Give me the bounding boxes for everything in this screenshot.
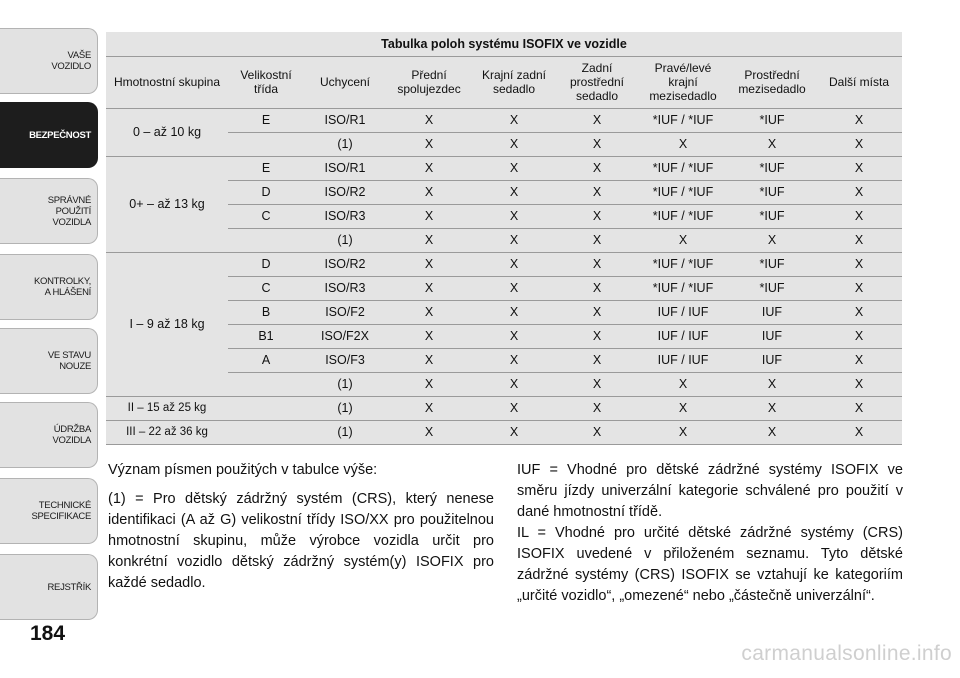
table-cell: X: [386, 156, 472, 180]
table-cell: *IUF / *IUF: [638, 252, 728, 276]
column-header: Pravé/levé krajní mezisedadlo: [638, 56, 728, 108]
table-body: [106, 108, 902, 444]
column-header: Krajní zadní sedadlo: [472, 56, 556, 108]
table-cell: X: [638, 420, 728, 444]
table-cell: X: [386, 108, 472, 132]
table-cell: X: [816, 228, 902, 252]
table-cell: (1): [304, 228, 386, 252]
table-cell: *IUF: [728, 276, 816, 300]
column-header: Další místa: [816, 56, 902, 108]
table-cell: *IUF / *IUF: [638, 108, 728, 132]
table-cell: X: [556, 276, 638, 300]
table-cell: X: [638, 372, 728, 396]
table-cell: B1: [228, 324, 304, 348]
table-cell: X: [816, 420, 902, 444]
table-cell: X: [472, 300, 556, 324]
page-number: 184: [30, 622, 66, 645]
table-cell: X: [472, 276, 556, 300]
table-cell: X: [472, 108, 556, 132]
table-cell: X: [556, 108, 638, 132]
note-paragraph: IUF = Vhodné pro dětské zádržné systémy ISOFIX ve směru jízdy univerzální kategorie schválené pro použití v dané hmotnostní třídě.: [517, 462, 903, 520]
table-cell: ISO/R1: [304, 156, 386, 180]
table-cell: X: [386, 420, 472, 444]
table-cell: X: [816, 348, 902, 372]
table-cell: IUF / IUF: [638, 300, 728, 324]
table-cell: X: [816, 252, 902, 276]
weight-group-cell: III – 22 až 36 kg: [106, 420, 228, 444]
column-header: Velikostní třída: [228, 56, 304, 108]
weight-group-cell: I – 9 až 18 kg: [106, 252, 228, 396]
table-cell: X: [472, 180, 556, 204]
table-cell: C: [228, 276, 304, 300]
chapter-tab-3[interactable]: SPRÁVNÉ POUŽITÍ VOZIDLA: [0, 178, 98, 244]
table-cell: [228, 228, 304, 252]
table-cell: X: [472, 324, 556, 348]
table-cell: X: [386, 300, 472, 324]
table-cell: D: [228, 252, 304, 276]
table-cell: X: [386, 132, 472, 156]
table-cell: X: [556, 252, 638, 276]
table-cell: X: [816, 396, 902, 420]
table-cell: X: [728, 420, 816, 444]
column-header: Přední spolujezdec: [386, 56, 472, 108]
table-cell: X: [472, 396, 556, 420]
table-cell: X: [472, 420, 556, 444]
table-cell: E: [228, 156, 304, 180]
table-cell: X: [816, 276, 902, 300]
chapter-tab-1[interactable]: VAŠE VOZIDLO: [0, 28, 98, 94]
table-cell: X: [728, 228, 816, 252]
table-cell: X: [556, 420, 638, 444]
note-paragraph: Význam písmen použitých v tabulce výše:: [108, 462, 378, 478]
isofix-table: [106, 32, 902, 445]
table-cell: ISO/R3: [304, 276, 386, 300]
table-cell: *IUF: [728, 252, 816, 276]
table-cell: IUF: [728, 300, 816, 324]
table-cell: ISO/R1: [304, 108, 386, 132]
table-header-row: [106, 56, 902, 108]
table-cell: X: [816, 132, 902, 156]
table-cell: ISO/R2: [304, 180, 386, 204]
table-cell: (1): [304, 132, 386, 156]
chapter-tab-2[interactable]: BEZPEČNOST: [0, 102, 98, 168]
table-cell: X: [816, 300, 902, 324]
table-cell: X: [816, 156, 902, 180]
table-cell: X: [556, 180, 638, 204]
chapter-tab-5[interactable]: VE STAVU NOUZE: [0, 328, 98, 394]
table-cell: X: [386, 396, 472, 420]
table-cell: X: [728, 372, 816, 396]
notes-left-column: [108, 460, 494, 602]
table-cell: *IUF: [728, 108, 816, 132]
table-cell: X: [556, 204, 638, 228]
table-cell: X: [386, 348, 472, 372]
weight-group-cell: 0+ – až 13 kg: [106, 156, 228, 252]
table-cell: X: [556, 156, 638, 180]
notes-right-column: [517, 460, 903, 607]
table-cell: X: [472, 372, 556, 396]
table-cell: X: [816, 372, 902, 396]
table-cell: [228, 420, 304, 444]
column-header: Zadní prostřední sedadlo: [556, 56, 638, 108]
column-header: Hmotnostní skupina: [106, 56, 228, 108]
weight-group-cell: II – 15 až 25 kg: [106, 396, 228, 420]
table-cell: X: [556, 300, 638, 324]
note-paragraph: (1) = Pro dětský zádržný systém (CRS), který nenese identifikaci (A až G) velikostní třídy ISO/XX pro použitelnou hmotnostní skupinu, může výrobce vozidla určit pro konkrétní vozidlo dětský zádržný systém(y) ISOFIX pro každé sedadlo.: [108, 491, 494, 591]
table-cell: IUF / IUF: [638, 348, 728, 372]
table-cell: *IUF / *IUF: [638, 180, 728, 204]
table-cell: X: [816, 324, 902, 348]
table-cell: *IUF / *IUF: [638, 276, 728, 300]
column-header: Prostřední mezisedadlo: [728, 56, 816, 108]
chapter-tab-7[interactable]: TECHNICKÉ SPECIFIKACE: [0, 478, 98, 544]
table-cell: X: [728, 396, 816, 420]
table-cell: ISO/R3: [304, 204, 386, 228]
table-cell: [228, 372, 304, 396]
table-title: Tabulka poloh systému ISOFIX ve vozidle: [106, 32, 902, 56]
table-cell: X: [556, 348, 638, 372]
table-row: [106, 420, 902, 444]
table-cell: X: [386, 324, 472, 348]
table-cell: X: [472, 204, 556, 228]
table-cell: *IUF: [728, 204, 816, 228]
table-cell: ISO/F2: [304, 300, 386, 324]
table-cell: X: [386, 204, 472, 228]
table-cell: X: [638, 396, 728, 420]
table-cell: X: [386, 252, 472, 276]
table-cell: X: [556, 228, 638, 252]
table-cell: D: [228, 180, 304, 204]
table-cell: X: [472, 348, 556, 372]
table-cell: ISO/F2X: [304, 324, 386, 348]
table-cell: X: [386, 372, 472, 396]
table-row: [106, 156, 902, 180]
table-cell: X: [472, 228, 556, 252]
table-cell: B: [228, 300, 304, 324]
watermark: carmanualsonline.info: [741, 642, 952, 665]
table-cell: (1): [304, 420, 386, 444]
table-cell: X: [638, 132, 728, 156]
table-cell: X: [556, 396, 638, 420]
table-cell: X: [816, 180, 902, 204]
table-cell: X: [638, 228, 728, 252]
table-cell: X: [556, 132, 638, 156]
chapter-tabs: [0, 28, 100, 618]
table-cell: X: [472, 132, 556, 156]
isofix-table-wrapper: [106, 32, 902, 445]
table-cell: ISO/R2: [304, 252, 386, 276]
table-cell: X: [556, 324, 638, 348]
table-cell: X: [728, 132, 816, 156]
table-cell: X: [816, 108, 902, 132]
note-paragraph: IL = Vhodné pro určité dětské zádržné systémy (CRS) ISOFIX uvedené v přiloženém seznamu. Tyto dětské zádržné systémy (CRS) ISOFIX se vztahují ke kategoriím „určité vozidlo“, „omezené“ nebo „částečně univerzální“.: [517, 525, 903, 604]
chapter-tab-6[interactable]: ÚDRŽBA VOZIDLA: [0, 402, 98, 468]
column-header: Uchycení: [304, 56, 386, 108]
weight-group-cell: 0 – až 10 kg: [106, 108, 228, 156]
table-cell: (1): [304, 372, 386, 396]
table-row: [106, 108, 902, 132]
table-row: [106, 252, 902, 276]
chapter-tab-8[interactable]: REJSTŘÍK: [0, 554, 98, 620]
table-cell: ISO/F3: [304, 348, 386, 372]
table-cell: *IUF / *IUF: [638, 204, 728, 228]
table-cell: IUF: [728, 348, 816, 372]
table-cell: [228, 132, 304, 156]
table-cell: X: [386, 228, 472, 252]
table-cell: X: [472, 252, 556, 276]
table-cell: E: [228, 108, 304, 132]
table-cell: *IUF: [728, 180, 816, 204]
table-cell: [228, 396, 304, 420]
table-cell: X: [386, 180, 472, 204]
table-cell: X: [816, 204, 902, 228]
chapter-tab-4[interactable]: KONTROLKY, A HLÁŠENÍ: [0, 254, 98, 320]
table-cell: A: [228, 348, 304, 372]
table-cell: X: [386, 276, 472, 300]
table-cell: X: [556, 372, 638, 396]
table-cell: (1): [304, 396, 386, 420]
table-cell: IUF: [728, 324, 816, 348]
table-cell: *IUF / *IUF: [638, 156, 728, 180]
table-cell: X: [472, 156, 556, 180]
table-cell: *IUF: [728, 156, 816, 180]
table-row: [106, 396, 902, 420]
table-cell: IUF / IUF: [638, 324, 728, 348]
table-cell: C: [228, 204, 304, 228]
